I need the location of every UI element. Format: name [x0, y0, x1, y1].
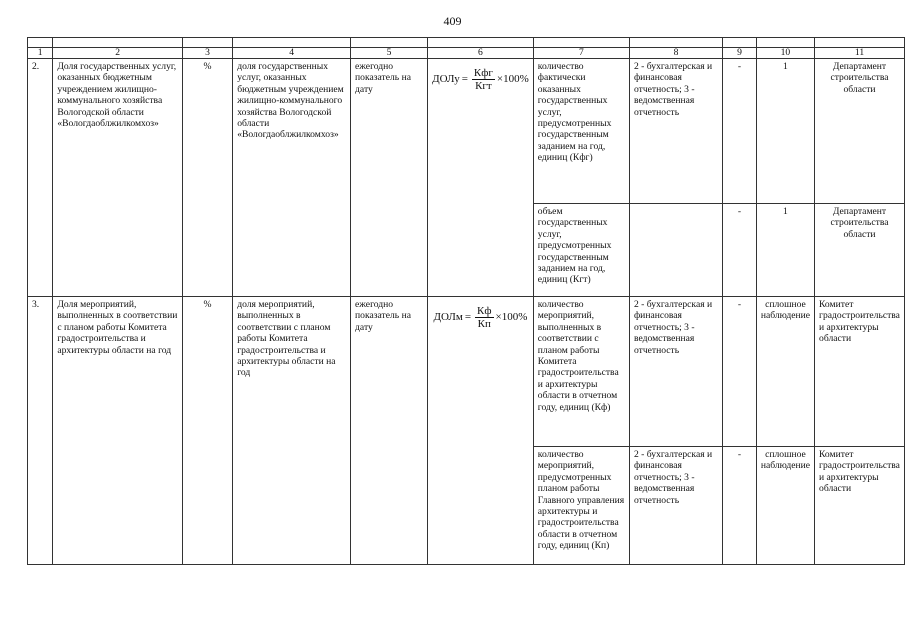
basic-indicator: количество фактически оказанных государственных услуг, предусмотренных государственным заданием на год, единиц (Кфг)	[533, 59, 629, 204]
data-source: 2 - бухгалтерская и финансовая отчетность; 3 - ведомственная отчетность	[629, 59, 722, 204]
formula	[432, 305, 529, 330]
basic-indicator: объем государственных услуг, предусмотренных государственным заданием на год, единиц (Кгт)	[533, 204, 629, 297]
column-number: 8	[629, 48, 722, 59]
basic-indicator: количество мероприятий, выполненных в соответствии с планом работы Комитета градостроительства и архитектуры области в отчетном году, единиц (Кф)	[533, 297, 629, 447]
column-10-value: 1	[756, 204, 814, 297]
indicator-definition: доля государственных услуг, оказанных бюджетным учреждением жилищно-коммунального хозяйства Вологодской области «Вологдаоблжилкомхоз»	[233, 59, 351, 297]
formula-denominator: Кп	[477, 318, 491, 330]
data-source: 2 - бухгалтерская и финансовая отчетность; 3 - ведомственная отчетность	[629, 447, 722, 565]
data-source	[629, 204, 722, 297]
indicator-unit: %	[182, 59, 232, 297]
header-spacer-cell	[28, 38, 53, 48]
formula-equals: =	[461, 72, 468, 85]
formula-equals: =	[464, 310, 472, 323]
column-9-value: -	[723, 204, 757, 297]
column-number: 2	[53, 48, 183, 59]
formula-denominator: Кгт	[475, 80, 492, 92]
formula-multiplier: ×100%	[496, 72, 529, 85]
indicator-period: ежегодно показатель на дату	[351, 59, 428, 297]
indicator-table	[27, 37, 905, 565]
column-number: 7	[533, 48, 629, 59]
formula-lhs: ДОЛм	[433, 310, 463, 323]
column-number: 1	[28, 48, 53, 59]
data-source: 2 - бухгалтерская и финансовая отчетность; 3 - ведомственная отчетность	[629, 297, 722, 447]
column-number: 5	[351, 48, 428, 59]
responsible-body: Департамент строительства области	[815, 204, 905, 297]
formula-fraction	[475, 305, 493, 330]
formula-numerator: Кф	[477, 305, 492, 317]
formula	[432, 67, 529, 92]
basic-indicator: количество мероприятий, предусмотренных планом работы Главного управления архитектуры и градостроительства области в отчетном году, единиц (Кп)	[533, 447, 629, 565]
table-row	[28, 59, 905, 204]
formula-cell	[428, 59, 534, 297]
formula-fraction	[472, 67, 495, 92]
table-row	[28, 297, 905, 447]
header-spacer-row	[28, 38, 905, 48]
column-9-value: -	[723, 59, 757, 204]
responsible-body: Комитет градостроительства и архитектуры области	[815, 297, 905, 447]
column-10-value: сплошное наблюдение	[756, 297, 814, 447]
responsible-body: Департамент строительства области	[815, 59, 905, 204]
column-9-value: -	[723, 447, 757, 565]
column-number: 9	[723, 48, 757, 59]
column-9-value: -	[723, 297, 757, 447]
indicator-name: Доля мероприятий, выполненных в соответствии с планом работы Комитета градостроительства и архитектуры области на год	[53, 297, 183, 565]
formula-cell	[428, 297, 534, 565]
column-number: 6	[428, 48, 534, 59]
responsible-body: Комитет градостроительства и архитектуры области	[815, 447, 905, 565]
column-number-row	[28, 48, 905, 59]
indicator-unit: %	[182, 297, 232, 565]
formula-multiplier: ×100%	[495, 310, 528, 323]
column-10-value: сплошное наблюдение	[756, 447, 814, 565]
column-number: 3	[182, 48, 232, 59]
indicator-name: Доля государственных услуг, оказанных бюджетным учреждением жилищно-коммунального хозяйства Вологодской области «Вологдаоблжилкомхоз»	[53, 59, 183, 297]
formula-lhs: ДОЛу	[432, 72, 460, 85]
indicator-definition: доля мероприятий, выполненных в соответствии с планом работы Комитета градостроительства и архитектуры области на год	[233, 297, 351, 565]
column-number: 4	[233, 48, 351, 59]
row-number: 2.	[28, 59, 53, 297]
formula-numerator: Кфг	[473, 67, 493, 79]
column-number: 11	[815, 48, 905, 59]
column-10-value: 1	[756, 59, 814, 204]
indicator-period: ежегодно показатель на дату	[351, 297, 428, 565]
page-number: 409	[443, 14, 462, 28]
row-number: 3.	[28, 297, 53, 565]
column-number: 10	[756, 48, 814, 59]
